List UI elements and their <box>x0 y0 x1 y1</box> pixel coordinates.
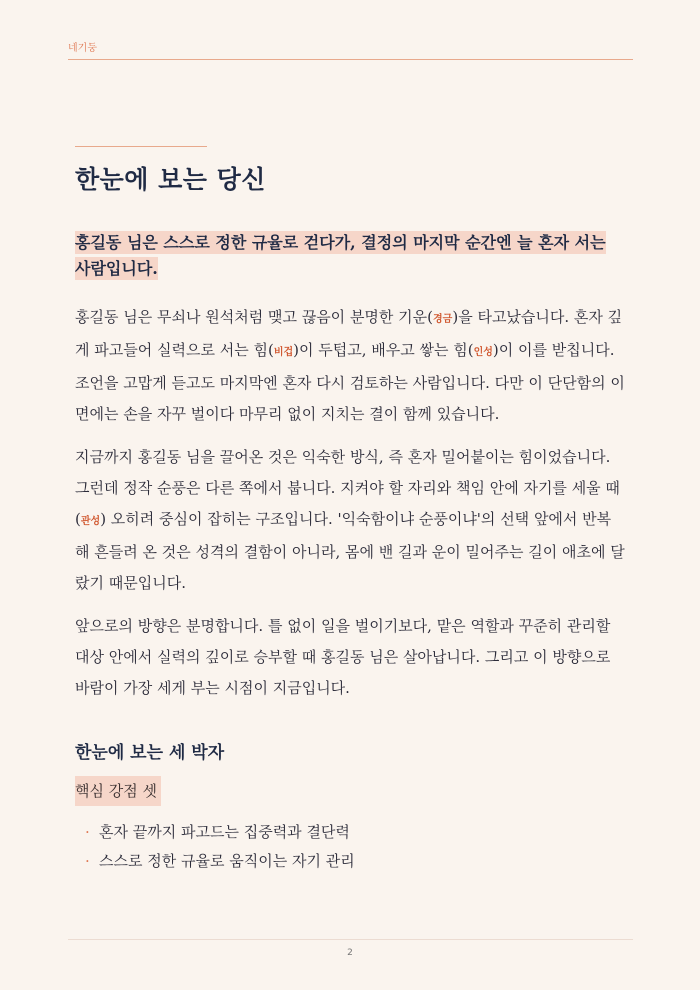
bullet-dot-icon: · <box>85 852 90 870</box>
paragraph-1-text-a: 홍길동 님은 무쇠나 원석처럼 맺고 끊음이 분명한 기운( <box>75 308 434 326</box>
footer-divider <box>68 939 633 940</box>
main-content <box>75 230 625 876</box>
paragraph-3: 앞으로의 방향은 분명합니다. 틀 없이 일을 벌이기보다, 맡은 역할과 꾸준히 관리할 대상 안에서 실력의 깊이로 승부할 때 홍길동 님은 살아납니다. 그리고 이 방향으로 바람이 가장 세게 부는 시점이 지금입니다. <box>75 617 611 697</box>
term-tag-inseong: 인성 <box>473 347 493 358</box>
paragraph-1-text-d: )이 이를 받칩니다. 조언을 고맙게 듣고도 마지막엔 혼자 다시 검토하는 사람입니다. 다만 이 단단함의 이면에는 손을 자꾸 벌이다 마무리 없이 지치는 결이 함께 있습니다. <box>75 341 625 423</box>
lead-highlight: 홍길동 님은 스스로 정한 규율로 걷다가, 결정의 마지막 순간엔 늘 혼자 서는 사람입니다. <box>75 233 606 278</box>
paragraph-1-text-b: )을 타고났습니다. 혼자 깊게 파고들어 실력으로 서는 힘( <box>75 308 623 359</box>
term-tag-gyeonggeum: 경금 <box>433 314 453 325</box>
page-title: 한눈에 보는 당신 <box>75 165 266 194</box>
paragraph-2 <box>75 442 625 599</box>
list-item-text: 혼자 끝까지 파고드는 집중력과 결단력 <box>99 823 350 841</box>
list-item <box>85 847 625 876</box>
brand-name: 네기둥 <box>68 43 97 54</box>
page-number: 2 <box>347 948 353 958</box>
list-item <box>85 818 625 847</box>
term-tag-gwanseong: 관성 <box>80 516 101 527</box>
paragraph-1-text-c: )이 두텁고, 배우고 쌓는 힘( <box>293 341 474 359</box>
section-sub-label: 핵심 강점 셋 <box>75 776 161 806</box>
strengths-list <box>75 818 625 876</box>
bullet-dot-icon: · <box>85 823 90 841</box>
header-divider <box>68 59 633 60</box>
paragraph-2-text-a: 지금까지 홍길동 님을 끌어온 것은 익숙한 방식, 즉 혼자 밀어붙이는 힘이었습니다. 그런데 정작 순풍은 다른 쪽에서 붑니다. 지켜야 할 자리와 책임 안에 자기를 세울 때( <box>75 448 620 528</box>
lead-summary <box>75 230 625 282</box>
term-tag-bigeop: 비겁 <box>273 347 294 358</box>
paragraph-2-text-b: ) 오히려 중심이 잡히는 구조입니다. '익숙함이냐 순풍이냐'의 선택 앞에서 반복해 흔들려 온 것은 성격의 결함이 아니라, 몸에 밴 길과 운이 밀어주는 길이 애초에 달랐기 때문입니다. <box>75 510 625 592</box>
section-title: 한눈에 보는 세 박자 <box>75 743 225 763</box>
list-item-text: 스스로 정한 규율로 움직이는 자기 관리 <box>99 852 355 870</box>
title-accent-line <box>75 146 207 147</box>
paragraph-1 <box>75 302 625 430</box>
